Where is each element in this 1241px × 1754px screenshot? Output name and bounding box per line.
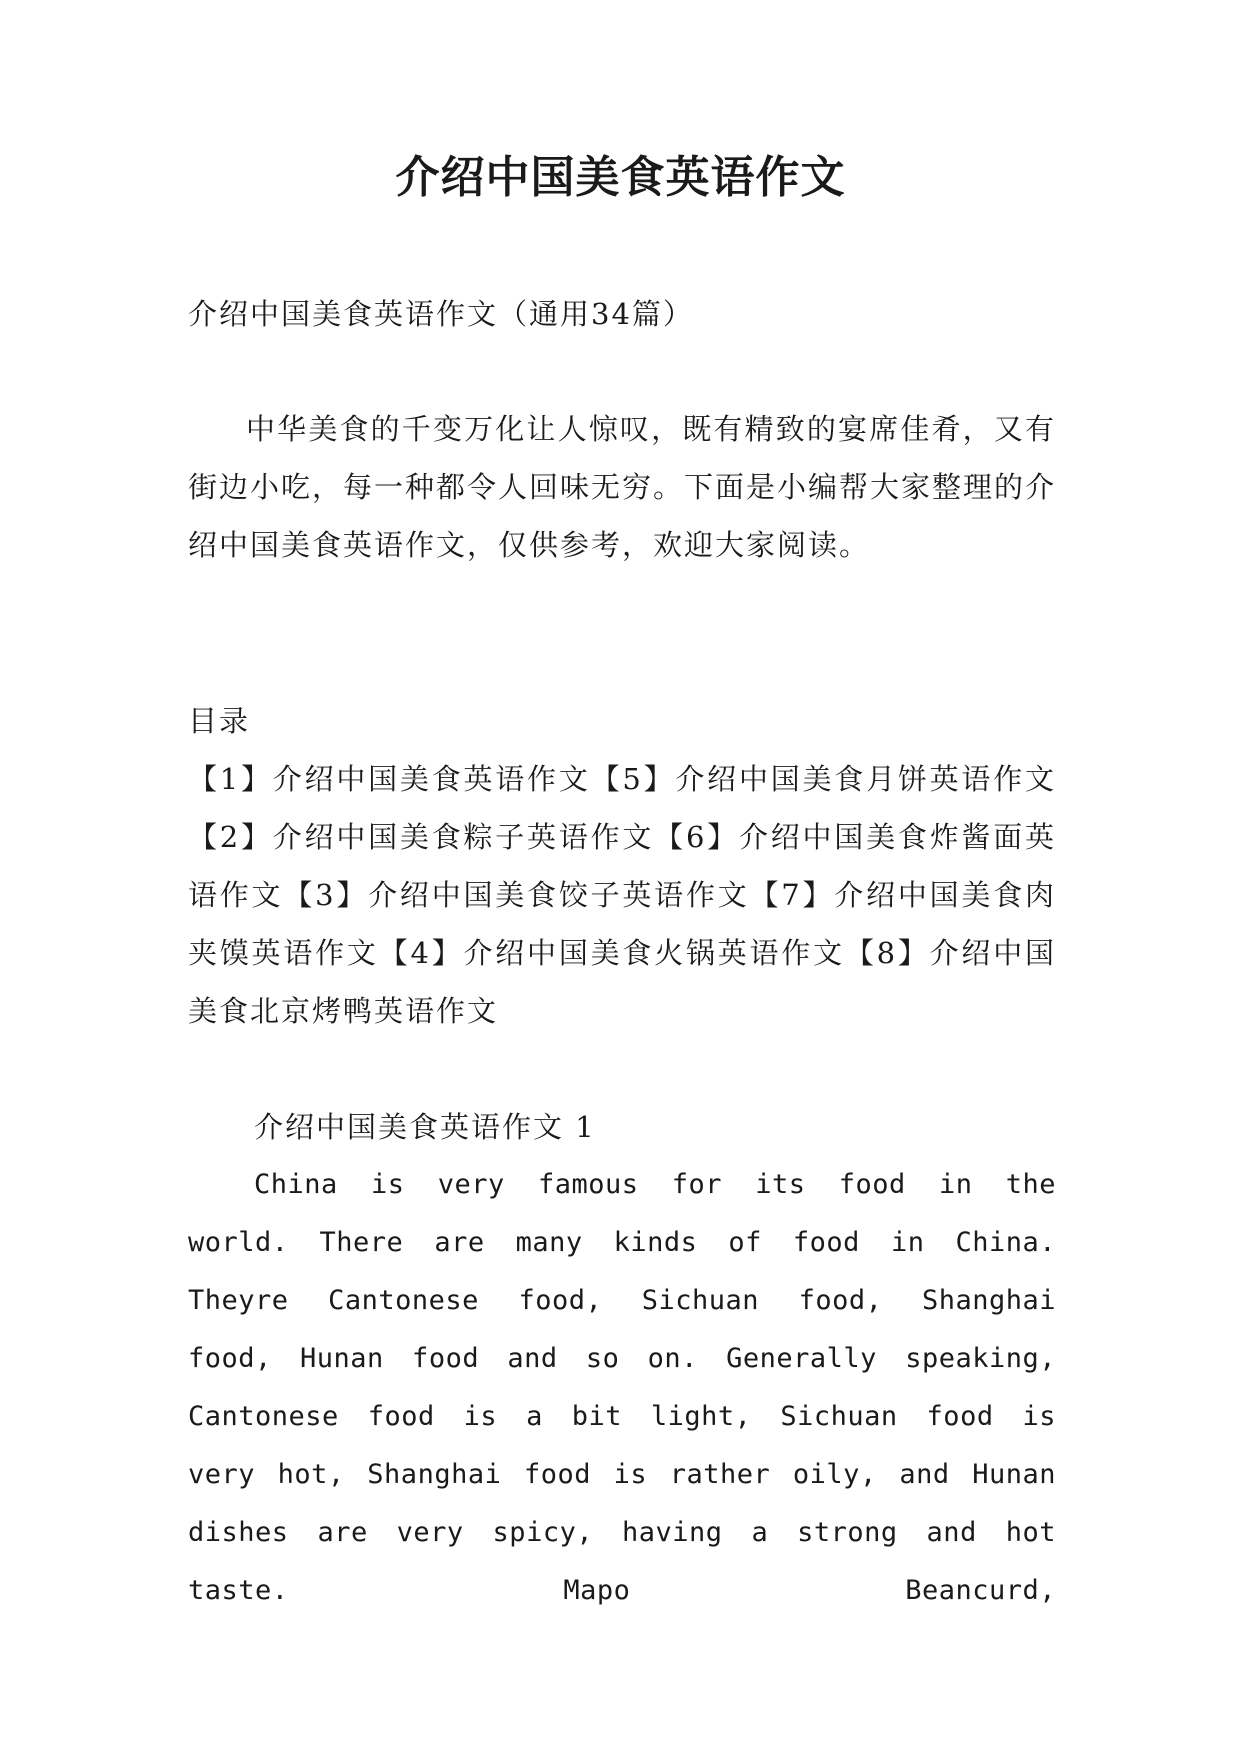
table-of-contents	[188, 750, 1056, 1040]
toc-item-5[interactable]: 【5】介绍中国美食月饼英语作文	[590, 762, 1056, 796]
toc-item-6[interactable]: 【6】介绍中国美食炸酱面英语作文	[188, 820, 1056, 912]
toc-label: 目录	[188, 704, 251, 738]
toc-item-8[interactable]: 【8】介绍中国美食北京烤鸭英语作文	[188, 936, 1056, 1028]
intro-paragraph: 中华美食的千变万化让人惊叹，既有精致的宴席佳肴，又有街边小吃，每一种都令人回味无穷。下面是小编帮大家整理的介绍中国美食英语作文，仅供参考，欢迎大家阅读。	[188, 412, 1057, 562]
toc-item-7[interactable]: 【7】介绍中国美食肉夹馍英语作文	[188, 878, 1056, 970]
section-heading: 介绍中国美食英语作文 1	[254, 1110, 596, 1144]
page-title: 介绍中国美食英语作文	[395, 152, 846, 203]
toc-item-3[interactable]: 【3】介绍中国美食饺子英语作文	[283, 878, 750, 912]
toc-item-2[interactable]: 【2】介绍中国美食粽子英语作文	[188, 820, 655, 854]
document-subtitle: 介绍中国美食英语作文（通用34篇）	[188, 297, 694, 331]
toc-item-4[interactable]: 【4】介绍中国美食火锅英语作文	[378, 936, 845, 970]
toc-item-1[interactable]: 【1】介绍中国美食英语作文	[188, 762, 591, 796]
essay-paragraph: China is very famous for its food in the world. There are many kinds of food in China. Theyre Cantonese food, Sichuan food, Shanghai food, Hunan food and so on. Generally speaking, Cantonese food is a bit light, Sichuan food is very hot, Shanghai food is rather oily, and Hunan dishes are very spicy, having a strong and hot taste. Mapo Beancurd,	[188, 1169, 1056, 1606]
